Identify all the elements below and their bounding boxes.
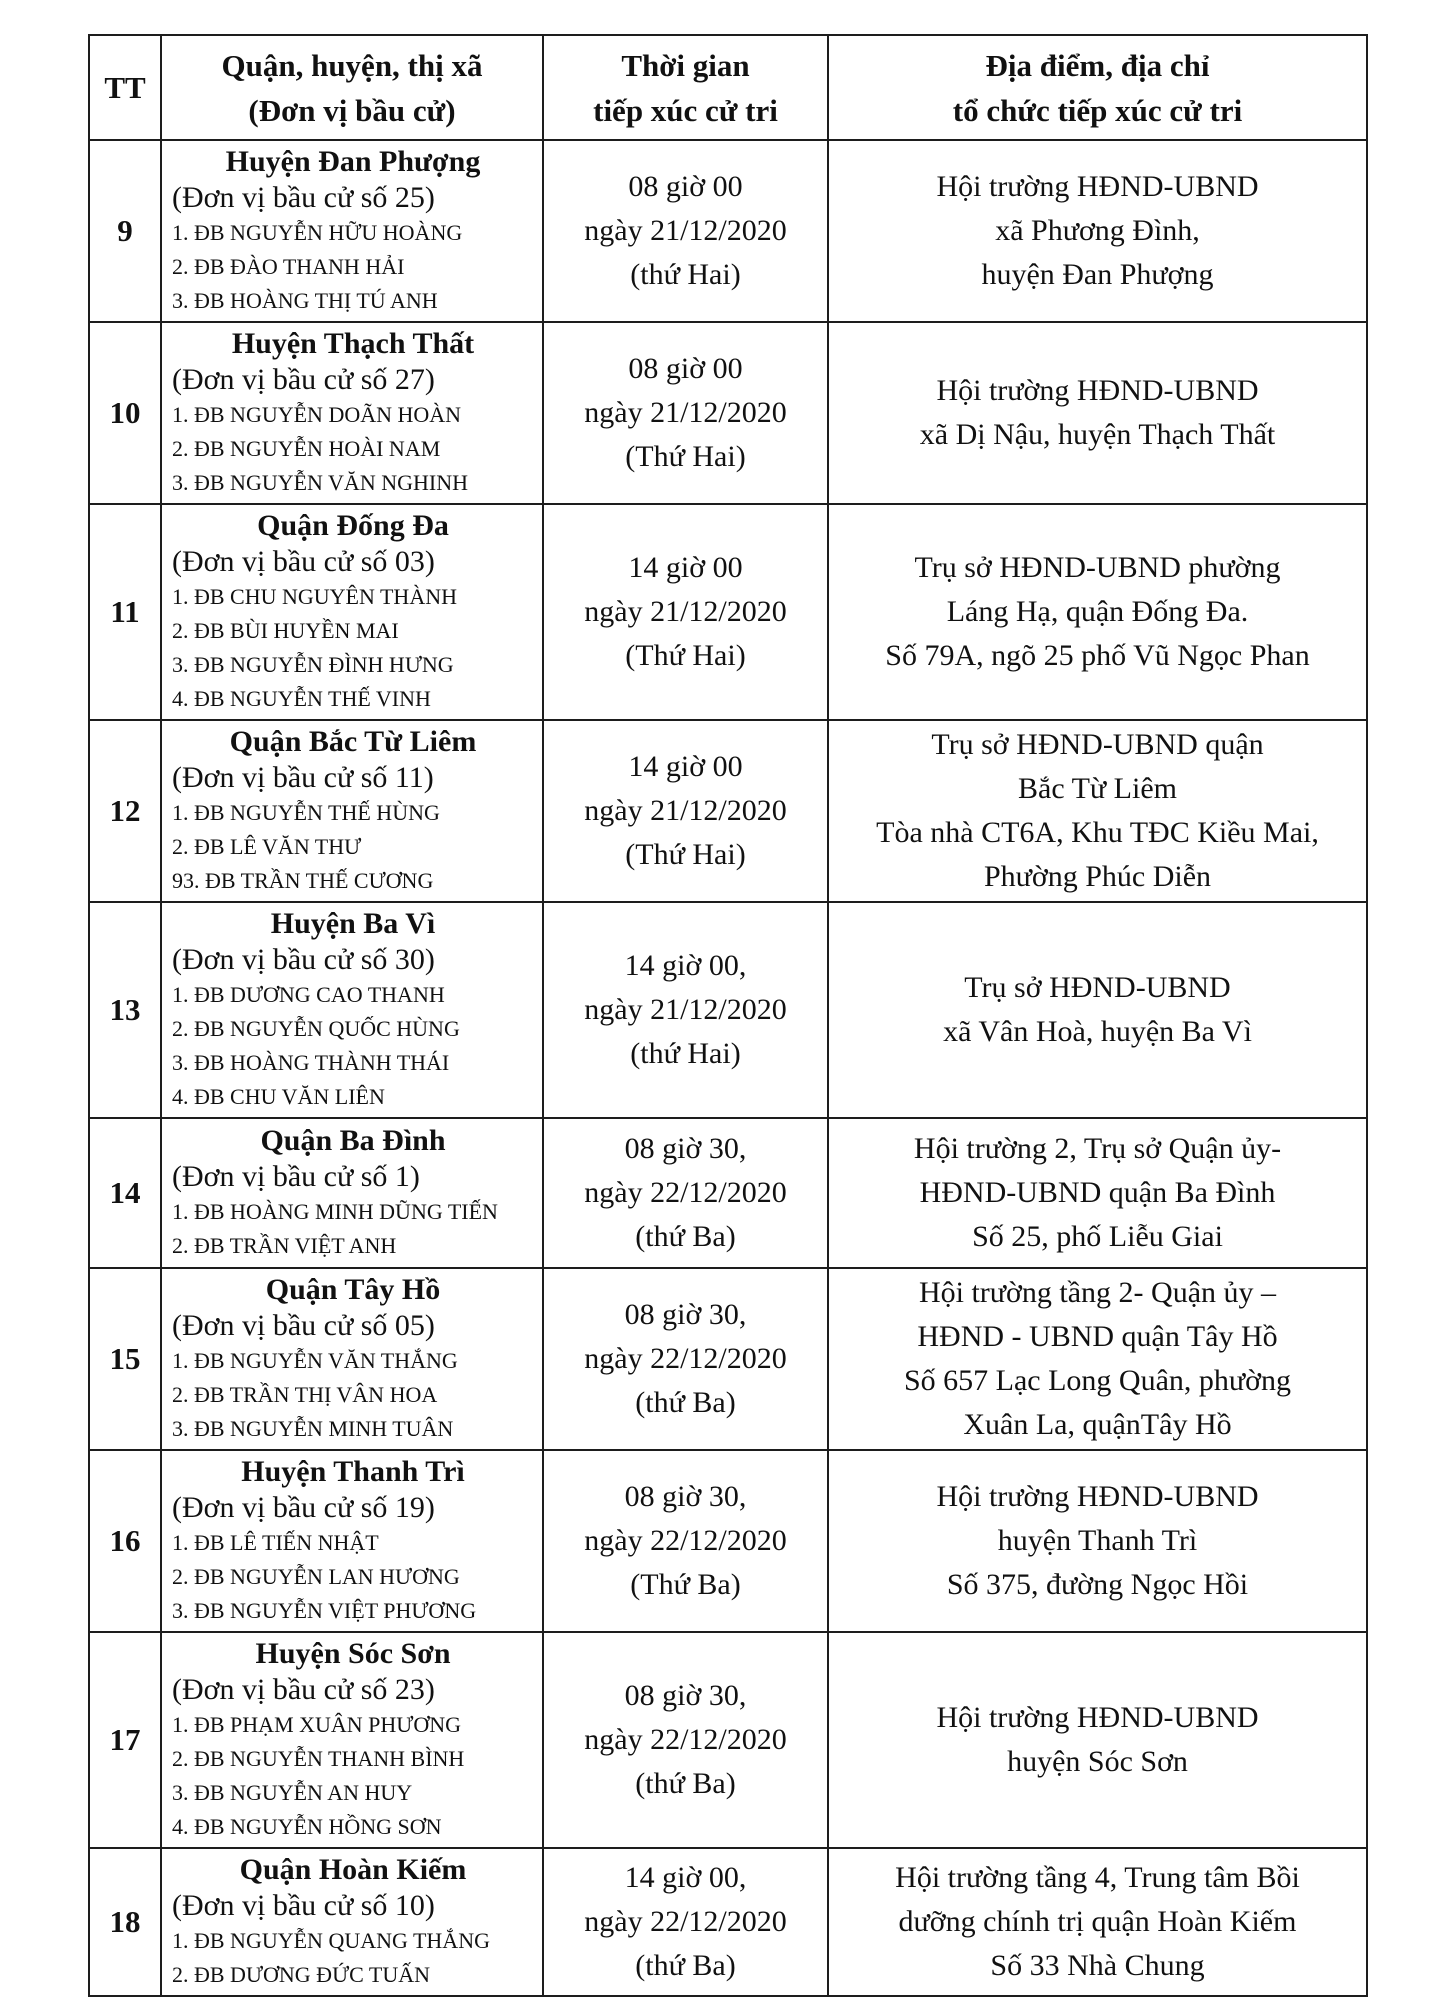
delegate-item: 2. ĐB LÊ VĂN THƯ bbox=[172, 834, 362, 859]
time-line: (Thứ Hai) bbox=[625, 639, 746, 672]
district-cell bbox=[161, 1268, 543, 1450]
location-cell bbox=[828, 1848, 1367, 1996]
location-line: Trụ sở HĐND-UBND bbox=[964, 971, 1231, 1004]
time-cell bbox=[543, 902, 828, 1118]
row-number: 14 bbox=[109, 1175, 141, 1210]
location-line: Hội trường tầng 2- Quận ủy – bbox=[918, 1276, 1277, 1309]
time-line: 14 giờ 00, bbox=[624, 949, 747, 982]
voter-meeting-table bbox=[88, 34, 1368, 1997]
location-cell bbox=[828, 322, 1367, 504]
table-row bbox=[89, 1118, 1367, 1268]
table-row bbox=[89, 504, 1367, 720]
delegate-item: 1. ĐB NGUYỄN VĂN THẮNG bbox=[172, 1348, 458, 1373]
delegate-item: 2. ĐB NGUYỄN LAN HƯƠNG bbox=[172, 1564, 460, 1589]
district-cell bbox=[161, 720, 543, 902]
table-row bbox=[89, 1632, 1367, 1848]
time-line: 08 giờ 30, bbox=[624, 1298, 747, 1331]
table-row bbox=[89, 720, 1367, 902]
header-district bbox=[161, 35, 543, 140]
time-line: ngày 21/12/2020 bbox=[584, 214, 787, 247]
time-line: 08 giờ 30, bbox=[624, 1132, 747, 1165]
table-row bbox=[89, 140, 1367, 322]
location-line: Xuân La, quậnTây Hồ bbox=[963, 1408, 1232, 1441]
district-unit: (Đơn vị bầu cử số 05) bbox=[172, 1309, 435, 1342]
location-cell bbox=[828, 1118, 1367, 1268]
district-cell bbox=[161, 902, 543, 1118]
row-number: 9 bbox=[117, 213, 133, 248]
row-number-cell bbox=[89, 1268, 161, 1450]
location-cell bbox=[828, 140, 1367, 322]
location-line: HĐND - UBND quận Tây Hồ bbox=[917, 1320, 1278, 1353]
row-number-cell bbox=[89, 1848, 161, 1996]
delegate-item: 2. ĐB NGUYỄN QUỐC HÙNG bbox=[172, 1016, 460, 1041]
delegate-item: 1. ĐB NGUYỄN HỮU HOÀNG bbox=[172, 220, 463, 245]
table-row bbox=[89, 322, 1367, 504]
location-line: huyện Đan Phượng bbox=[981, 258, 1214, 291]
district-cell bbox=[161, 140, 543, 322]
row-number-cell bbox=[89, 504, 161, 720]
row-number-cell bbox=[89, 902, 161, 1118]
row-number: 16 bbox=[109, 1523, 141, 1558]
location-line: Hội trường HĐND-UBND bbox=[936, 170, 1259, 203]
district-unit: (Đơn vị bầu cử số 23) bbox=[172, 1673, 435, 1706]
row-number-cell bbox=[89, 1632, 161, 1848]
time-line: ngày 21/12/2020 bbox=[584, 595, 787, 628]
delegate-item: 2. ĐB TRẦN THỊ VÂN HOA bbox=[172, 1382, 438, 1407]
header-location-line2: tổ chức tiếp xúc cử tri bbox=[952, 92, 1243, 128]
header-location-line1: Địa điểm, địa chỉ bbox=[985, 47, 1210, 83]
district-unit: (Đơn vị bầu cử số 19) bbox=[172, 1491, 435, 1524]
delegate-item: 2. ĐB BÙI HUYỀN MAI bbox=[172, 618, 399, 643]
time-line: ngày 21/12/2020 bbox=[584, 993, 787, 1026]
district-unit: (Đơn vị bầu cử số 25) bbox=[172, 181, 435, 214]
delegate-item: 2. ĐB DƯƠNG ĐỨC TUẤN bbox=[172, 1962, 431, 1987]
location-cell bbox=[828, 1450, 1367, 1632]
location-cell bbox=[828, 720, 1367, 902]
time-cell bbox=[543, 140, 828, 322]
delegate-item: 4. ĐB CHU VĂN LIÊN bbox=[172, 1084, 385, 1109]
delegate-item: 2. ĐB TRẦN VIỆT ANH bbox=[172, 1233, 397, 1258]
delegate-item: 3. ĐB NGUYỄN VĂN NGHINH bbox=[172, 470, 468, 495]
time-cell bbox=[543, 322, 828, 504]
delegate-item: 2. ĐB ĐÀO THANH HẢI bbox=[172, 254, 405, 279]
district-cell bbox=[161, 1632, 543, 1848]
time-cell bbox=[543, 504, 828, 720]
delegate-item: 2. ĐB NGUYỄN THANH BÌNH bbox=[172, 1746, 465, 1771]
table-row bbox=[89, 1848, 1367, 1996]
district-title: Huyện Đan Phượng bbox=[225, 145, 481, 178]
district-title: Huyện Ba Vì bbox=[270, 907, 436, 940]
header-district-line2: (Đơn vị bầu cử) bbox=[248, 92, 456, 128]
location-cell bbox=[828, 902, 1367, 1118]
location-line: Tòa nhà CT6A, Khu TĐC Kiều Mai, bbox=[876, 816, 1319, 849]
time-cell bbox=[543, 1848, 828, 1996]
time-line: (Thứ Hai) bbox=[625, 838, 746, 871]
district-unit: (Đơn vị bầu cử số 1) bbox=[172, 1160, 420, 1193]
delegate-item: 2. ĐB NGUYỄN HOÀI NAM bbox=[172, 436, 441, 461]
delegate-item: 93. ĐB TRẦN THẾ CƯƠNG bbox=[172, 868, 434, 893]
row-number: 13 bbox=[109, 992, 141, 1027]
district-title: Quận Tây Hồ bbox=[265, 1273, 441, 1306]
district-title: Quận Bắc Từ Liêm bbox=[229, 725, 477, 758]
location-line: xã Phương Đình, bbox=[995, 214, 1200, 247]
delegate-item: 1. ĐB DƯƠNG CAO THANH bbox=[172, 982, 445, 1007]
time-line: ngày 22/12/2020 bbox=[584, 1524, 787, 1557]
location-line: dưỡng chính trị quận Hoàn Kiếm bbox=[898, 1905, 1297, 1938]
delegate-item: 1. ĐB HOÀNG MINH DŨNG TIẾN bbox=[172, 1199, 498, 1224]
delegate-item: 4. ĐB NGUYỄN THẾ VINH bbox=[172, 686, 431, 711]
row-number: 12 bbox=[109, 793, 141, 828]
delegate-item: 3. ĐB NGUYỄN VIỆT PHƯƠNG bbox=[172, 1598, 477, 1623]
delegate-item: 1. ĐB LÊ TIẾN NHẬT bbox=[172, 1530, 379, 1555]
delegate-item: 1. ĐB PHẠM XUÂN PHƯƠNG bbox=[172, 1712, 462, 1737]
delegate-item: 3. ĐB HOÀNG THÀNH THÁI bbox=[172, 1050, 450, 1075]
row-number: 15 bbox=[109, 1341, 141, 1376]
time-line: (thứ Ba) bbox=[635, 1220, 736, 1253]
location-line: Số 657 Lạc Long Quân, phường bbox=[903, 1364, 1292, 1397]
location-line: Phường Phúc Diễn bbox=[983, 860, 1212, 893]
district-cell bbox=[161, 1450, 543, 1632]
row-number: 18 bbox=[109, 1904, 141, 1939]
time-line: 08 giờ 00 bbox=[628, 352, 743, 385]
district-unit: (Đơn vị bầu cử số 03) bbox=[172, 545, 435, 578]
table-body bbox=[89, 140, 1367, 1996]
delegate-item: 3. ĐB NGUYỄN ĐÌNH HƯNG bbox=[172, 652, 454, 677]
location-line: huyện Thanh Trì bbox=[997, 1524, 1198, 1557]
header-tt bbox=[89, 35, 161, 140]
district-cell bbox=[161, 322, 543, 504]
table-row bbox=[89, 1450, 1367, 1632]
time-line: (thứ Ba) bbox=[635, 1767, 736, 1800]
time-line: (Thứ Ba) bbox=[630, 1568, 741, 1601]
delegate-item: 1. ĐB CHU NGUYÊN THÀNH bbox=[172, 584, 457, 609]
row-number-cell bbox=[89, 1450, 161, 1632]
district-unit: (Đơn vị bầu cử số 10) bbox=[172, 1889, 435, 1922]
time-line: 14 giờ 00 bbox=[628, 750, 743, 783]
time-cell bbox=[543, 1118, 828, 1268]
row-number: 11 bbox=[110, 594, 140, 629]
time-line: 14 giờ 00 bbox=[628, 551, 743, 584]
time-line: 08 giờ 00 bbox=[628, 170, 743, 203]
time-line: 08 giờ 30, bbox=[624, 1480, 747, 1513]
location-line: Trụ sở HĐND-UBND quận bbox=[931, 728, 1264, 761]
location-line: Láng Hạ, quận Đống Đa. bbox=[946, 595, 1249, 628]
row-number-cell bbox=[89, 322, 161, 504]
location-cell bbox=[828, 504, 1367, 720]
header-location bbox=[828, 35, 1367, 140]
location-line: Trụ sở HĐND-UBND phường bbox=[914, 551, 1281, 584]
time-line: ngày 21/12/2020 bbox=[584, 794, 787, 827]
time-line: (thứ Hai) bbox=[630, 258, 741, 291]
location-line: Số 79A, ngõ 25 phố Vũ Ngọc Phan bbox=[885, 639, 1310, 672]
header-tt-label: TT bbox=[104, 70, 146, 105]
time-line: 14 giờ 00, bbox=[624, 1861, 747, 1894]
district-title: Quận Ba Đình bbox=[260, 1124, 446, 1157]
delegate-item: 3. ĐB HOÀNG THỊ TÚ ANH bbox=[172, 288, 438, 313]
location-line: Hội trường HĐND-UBND bbox=[936, 374, 1259, 407]
district-unit: (Đơn vị bầu cử số 11) bbox=[172, 761, 434, 794]
district-title: Huyện Thạch Thất bbox=[231, 327, 475, 360]
delegate-item: 4. ĐB NGUYỄN HỒNG SƠN bbox=[172, 1814, 442, 1839]
location-line: Hội trường 2, Trụ sở Quận ủy- bbox=[913, 1132, 1282, 1165]
row-number-cell bbox=[89, 140, 161, 322]
district-title: Quận Đống Đa bbox=[257, 509, 449, 542]
district-cell bbox=[161, 504, 543, 720]
location-line: Số 25, phố Liễu Giai bbox=[972, 1220, 1223, 1253]
location-line: HĐND-UBND quận Ba Đình bbox=[919, 1176, 1276, 1209]
location-line: xã Vân Hoà, huyện Ba Vì bbox=[943, 1015, 1252, 1048]
time-cell bbox=[543, 1268, 828, 1450]
time-cell bbox=[543, 720, 828, 902]
header-district-line1: Quận, huyện, thị xã bbox=[221, 47, 483, 83]
time-line: ngày 21/12/2020 bbox=[584, 396, 787, 429]
district-title: Quận Hoàn Kiếm bbox=[239, 1853, 467, 1886]
row-number: 10 bbox=[109, 395, 141, 430]
delegate-item: 3. ĐB NGUYỄN MINH TUÂN bbox=[172, 1416, 454, 1441]
location-line: huyện Sóc Sơn bbox=[1007, 1745, 1188, 1778]
time-line: 08 giờ 30, bbox=[624, 1679, 747, 1712]
time-line: (thứ Ba) bbox=[635, 1386, 736, 1419]
row-number-cell bbox=[89, 1118, 161, 1268]
district-title: Huyện Thanh Trì bbox=[241, 1455, 465, 1488]
header-time-line1: Thời gian bbox=[621, 47, 750, 83]
header-time bbox=[543, 35, 828, 140]
location-cell bbox=[828, 1632, 1367, 1848]
header-row bbox=[89, 35, 1367, 140]
time-line: ngày 22/12/2020 bbox=[584, 1176, 787, 1209]
district-unit: (Đơn vị bầu cử số 30) bbox=[172, 943, 435, 976]
time-line: (thứ Hai) bbox=[630, 1037, 741, 1070]
location-line: Số 375, đường Ngọc Hồi bbox=[946, 1568, 1249, 1601]
district-cell bbox=[161, 1848, 543, 1996]
row-number-cell bbox=[89, 720, 161, 902]
location-line: Số 33 Nhà Chung bbox=[990, 1949, 1205, 1982]
time-line: (thứ Ba) bbox=[635, 1949, 736, 1982]
district-title: Huyện Sóc Sơn bbox=[255, 1637, 451, 1670]
table-row bbox=[89, 1268, 1367, 1450]
delegate-item: 1. ĐB NGUYỄN DOÃN HOÀN bbox=[172, 402, 462, 427]
time-line: (Thứ Hai) bbox=[625, 440, 746, 473]
location-line: Bắc Từ Liêm bbox=[1018, 772, 1177, 805]
table-row bbox=[89, 902, 1367, 1118]
delegate-item: 1. ĐB NGUYỄN THẾ HÙNG bbox=[172, 800, 440, 825]
time-cell bbox=[543, 1450, 828, 1632]
location-line: Hội trường HĐND-UBND bbox=[936, 1701, 1259, 1734]
row-number: 17 bbox=[109, 1722, 141, 1757]
district-unit: (Đơn vị bầu cử số 27) bbox=[172, 363, 435, 396]
time-line: ngày 22/12/2020 bbox=[584, 1723, 787, 1756]
delegate-item: 1. ĐB NGUYỄN QUANG THẮNG bbox=[172, 1928, 490, 1953]
district-cell bbox=[161, 1118, 543, 1268]
time-line: ngày 22/12/2020 bbox=[584, 1342, 787, 1375]
location-line: Hội trường HĐND-UBND bbox=[936, 1480, 1259, 1513]
location-line: Hội trường tầng 4, Trung tâm Bồi bbox=[895, 1861, 1300, 1894]
time-line: ngày 22/12/2020 bbox=[584, 1905, 787, 1938]
location-cell bbox=[828, 1268, 1367, 1450]
delegate-item: 3. ĐB NGUYỄN AN HUY bbox=[172, 1780, 413, 1805]
time-cell bbox=[543, 1632, 828, 1848]
table-header bbox=[89, 35, 1367, 140]
location-line: xã Dị Nậu, huyện Thạch Thất bbox=[919, 418, 1276, 451]
header-time-line2: tiếp xúc cử tri bbox=[593, 92, 778, 128]
